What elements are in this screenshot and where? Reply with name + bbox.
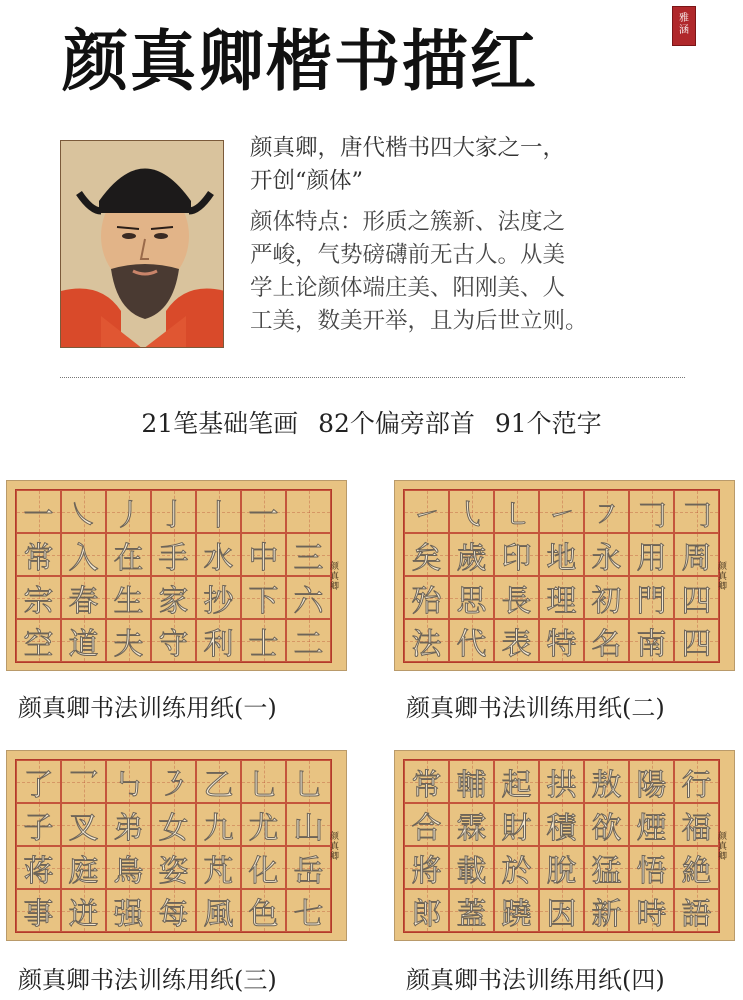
grid-cell [629,576,674,619]
trace-character: 因 [546,896,577,932]
trace-character: ㇀ [546,497,577,533]
trace-character: 脫 [546,853,577,889]
trace-character: 郎 [411,896,442,932]
trace-character: 抄 [203,583,234,619]
grid-cell [151,619,196,662]
trace-character: 道 [68,626,99,662]
grid-cell [196,889,241,932]
grid-cell [286,846,331,889]
grid-cell [494,533,539,576]
trace-character: 岳 [293,853,324,889]
trace-character: 猛 [591,853,622,889]
grid-cell [196,846,241,889]
trace-character: 生 [113,583,144,619]
grid-cell [151,889,196,932]
page-title: 颜真卿楷书描红 [62,23,538,100]
grid-cell [674,846,719,889]
grid-cell [286,803,331,846]
grid-cell [494,803,539,846]
trace-character: 拱 [546,767,577,803]
trace-character: 乙 [203,767,234,803]
trace-character: 代 [456,626,487,662]
trace-character: 七 [293,896,324,932]
trace-character: 三 [293,540,324,576]
grid-cell [151,846,196,889]
grid-cell [629,533,674,576]
trace-character: 六 [293,583,324,619]
trace-character: 丨 [203,497,234,533]
grid-cell [404,760,449,803]
trace-character: 山 [293,810,324,846]
trace-character: 空 [23,626,54,662]
trace-character: 女 [158,810,189,846]
character-grid [15,759,332,933]
grid-cell [241,619,286,662]
trace-character: 財 [501,810,532,846]
grid-cell [404,490,449,533]
grid-cell [584,760,629,803]
grid-cell [16,889,61,932]
grid-cell [584,803,629,846]
grid-cell [196,803,241,846]
grid-cell [539,490,584,533]
trace-character: 絶 [681,853,712,889]
sheet-side-label: 颜真卿 [716,830,726,861]
trace-character: 叉 [68,810,99,846]
count-characters: 91个范字 [494,409,602,438]
trace-character: 合 [411,810,442,846]
grid-cell [151,576,196,619]
intro-features [250,206,720,338]
trace-character: ㇇ [591,497,622,533]
grid-cell [674,760,719,803]
trace-character: 中 [248,540,279,576]
trace-character: 悟 [636,853,667,889]
grid-cell [674,803,719,846]
trace-character: 時 [636,896,667,932]
grid-cell [629,803,674,846]
feature-line-1: 颜体特点：形质之簇新、法度之 [250,209,566,235]
grid-cell [151,490,196,533]
grid-cell [404,846,449,889]
content-counts [0,404,743,440]
trace-character: 四 [681,583,712,619]
trace-character: 芃 [203,853,234,889]
sheet-side-label: 颜真卿 [328,830,338,861]
trace-character: ㇉ [113,767,144,803]
trace-character: 風 [203,896,234,932]
grid-cell [16,490,61,533]
grid-cell [494,760,539,803]
feature-line-3: 学上论颜体端庄美、阳刚美、人 [250,275,566,301]
trace-character: 語 [681,896,712,932]
grid-cell [494,490,539,533]
trace-character: 歲 [456,540,487,576]
grid-cell [286,760,331,803]
grid-cell [674,619,719,662]
sheet-caption-4: 颜真卿书法训练用纸(四) [406,966,665,994]
trace-character: 四 [681,626,712,662]
grid-cell [16,803,61,846]
grid-cell [629,846,674,889]
trace-character: 蒋 [23,853,54,889]
grid-cell [241,846,286,889]
seal-char-1: 雅 [679,13,689,24]
grid-cell [196,760,241,803]
trace-character: 特 [546,626,577,662]
trace-character: 永 [591,540,622,576]
trace-character: 姿 [158,853,189,889]
grid-cell [106,803,151,846]
grid-cell [16,576,61,619]
trace-character: 夫 [113,626,144,662]
grid-cell [584,490,629,533]
trace-character: 陽 [636,767,667,803]
trace-character: 殆 [411,583,442,619]
intro-heading [250,132,720,198]
grid-cell [449,533,494,576]
grid-cell [106,490,151,533]
trace-character: 乛 [68,767,99,803]
trace-character: 弟 [113,810,144,846]
trace-character: 乚 [293,767,324,803]
trace-character: 丿 [113,497,144,533]
trace-character: 常 [411,767,442,803]
sheet-caption-2: 颜真卿书法训练用纸(二) [406,694,665,722]
trace-character: ㇋ [158,767,189,803]
trace-character: 行 [681,767,712,803]
grid-cell [61,760,106,803]
trace-character: ㇄ [501,497,532,533]
grid-cell [106,846,151,889]
grid-cell [106,889,151,932]
trace-character: 起 [501,767,532,803]
grid-cell [404,619,449,662]
trace-character: 理 [546,583,577,619]
trace-character: 了 [23,767,54,803]
trace-character: 長 [501,583,532,619]
intro-line-1: 颜真卿，唐代楷书四大家之一， [250,135,566,161]
grid-cell [286,889,331,932]
sheet-side-label: 颜真卿 [328,560,338,591]
trace-character: 水 [203,540,234,576]
trace-character: 地 [546,540,577,576]
grid-cell [539,846,584,889]
grid-cell [404,576,449,619]
grid-cell [584,889,629,932]
trace-character: 每 [158,896,189,932]
grid-cell [494,576,539,619]
sheet-side-label: 颜真卿 [716,560,726,591]
grid-cell [494,846,539,889]
sheet-caption-1: 颜真卿书法训练用纸(一) [18,694,277,722]
grid-cell [241,760,286,803]
trace-character: 守 [158,626,189,662]
grid-cell [584,533,629,576]
trace-character: 入 [68,540,99,576]
trace-character: 常 [23,540,54,576]
grid-cell [674,889,719,932]
grid-cell [16,619,61,662]
grid-cell [449,576,494,619]
trace-character: 霖 [456,810,487,846]
dotted-divider [60,377,685,378]
trace-character: 𠃌 [681,497,712,533]
trace-character: 煙 [636,810,667,846]
grid-cell [196,533,241,576]
grid-cell [674,533,719,576]
grid-cell [404,803,449,846]
trace-character: 一 [248,497,279,533]
grid-cell [449,803,494,846]
grid-cell [16,760,61,803]
trace-character: 蹺 [501,896,532,932]
trace-character: 强 [113,896,144,932]
grid-cell [151,533,196,576]
trace-character: 亅 [158,497,189,533]
trace-character: 乚 [248,767,279,803]
trace-character: ㇀ [411,497,442,533]
practice-sheet-4 [394,750,735,941]
trace-character: 輔 [456,767,487,803]
intro-line-2: 开创“颜体” [250,168,364,194]
grid-cell [404,889,449,932]
trace-character: 初 [591,583,622,619]
seal-char-2: 涵 [679,25,689,36]
grid-cell [584,576,629,619]
grid-cell [539,619,584,662]
trace-character: 尤 [248,810,279,846]
grid-cell [449,619,494,662]
trace-character: ㇏ [68,497,99,533]
practice-sheet-3 [6,750,347,941]
trace-character: 家 [158,583,189,619]
trace-character: 子 [23,810,54,846]
trace-character: 印 [501,540,532,576]
trace-character: 春 [68,583,99,619]
grid-cell [629,889,674,932]
trace-character: 二 [293,626,324,662]
grid-cell [286,576,331,619]
trace-character: 南 [636,626,667,662]
grid-cell [61,803,106,846]
trace-character: 手 [158,540,189,576]
grid-cell [539,889,584,932]
grid-cell [61,490,106,533]
grid-cell [61,846,106,889]
grid-cell [151,760,196,803]
grid-cell [241,490,286,533]
trace-character: 士 [248,626,279,662]
trace-character: 矣 [411,540,442,576]
character-grid [15,489,332,663]
grid-cell [539,576,584,619]
count-radicals: 82个偏旁部首 [318,409,475,438]
grid-cell [494,619,539,662]
trace-character: 欲 [591,810,622,846]
grid-cell [106,619,151,662]
grid-cell [449,846,494,889]
grid-cell [61,619,106,662]
seal-stamp-icon [672,6,696,46]
grid-cell [539,803,584,846]
trace-character: 積 [546,810,577,846]
grid-cell [449,490,494,533]
trace-character: 在 [113,540,144,576]
trace-character: 周 [681,540,712,576]
grid-cell [629,760,674,803]
character-grid [403,489,720,663]
trace-character: 用 [636,540,667,576]
grid-cell [629,490,674,533]
trace-character: 將 [411,853,442,889]
trace-character: 迸 [68,896,99,932]
trace-character: 化 [248,853,279,889]
grid-cell [241,576,286,619]
grid-cell [449,889,494,932]
grid-cell [584,846,629,889]
grid-cell [286,619,331,662]
grid-cell [674,576,719,619]
portrait-painting-icon [60,140,224,348]
trace-character: 庭 [68,853,99,889]
trace-character: 𠃌 [636,497,667,533]
grid-cell [449,760,494,803]
practice-sheet-2 [394,480,735,671]
grid-cell [16,846,61,889]
feature-line-4: 工美，数美开举，且为后世立则。 [250,308,588,334]
grid-cell [286,490,331,533]
trace-character: 色 [248,896,279,932]
grid-cell [674,490,719,533]
trace-character: 一 [23,497,54,533]
trace-character: ㇂ [456,497,487,533]
trace-character: 門 [636,583,667,619]
grid-cell [539,533,584,576]
trace-character: 事 [23,896,54,932]
grid-cell [494,889,539,932]
grid-cell [584,619,629,662]
trace-character: 宗 [23,583,54,619]
grid-cell [241,533,286,576]
grid-cell [196,490,241,533]
grid-cell [241,803,286,846]
grid-cell [16,533,61,576]
grid-cell [61,576,106,619]
trace-character: 於 [501,853,532,889]
trace-character: 九 [203,810,234,846]
grid-cell [196,576,241,619]
practice-sheet-1 [6,480,347,671]
grid-cell [196,619,241,662]
grid-cell [106,576,151,619]
count-strokes: 21笔基础笔画 [141,409,299,438]
trace-character: 表 [501,626,532,662]
trace-character: 名 [591,626,622,662]
trace-character: 蓋 [456,896,487,932]
trace-character: 載 [456,853,487,889]
trace-character: 福 [681,810,712,846]
trace-character: 下 [248,583,279,619]
feature-line-2: 严峻，气势磅礴前无古人。从美 [250,242,566,268]
grid-cell [286,533,331,576]
trace-character: 思 [456,583,487,619]
grid-cell [61,889,106,932]
trace-character: 利 [203,626,234,662]
trace-character: 法 [411,626,442,662]
grid-cell [106,760,151,803]
grid-cell [241,889,286,932]
grid-cell [106,533,151,576]
trace-character: 新 [591,896,622,932]
grid-cell [404,533,449,576]
sheet-caption-3: 颜真卿书法训练用纸(三) [18,966,277,994]
grid-cell [151,803,196,846]
grid-cell [629,619,674,662]
trace-character: 敖 [591,767,622,803]
grid-cell [539,760,584,803]
character-grid [403,759,720,933]
introduction [250,132,720,346]
grid-cell [61,533,106,576]
trace-character: 鳥 [113,853,144,889]
